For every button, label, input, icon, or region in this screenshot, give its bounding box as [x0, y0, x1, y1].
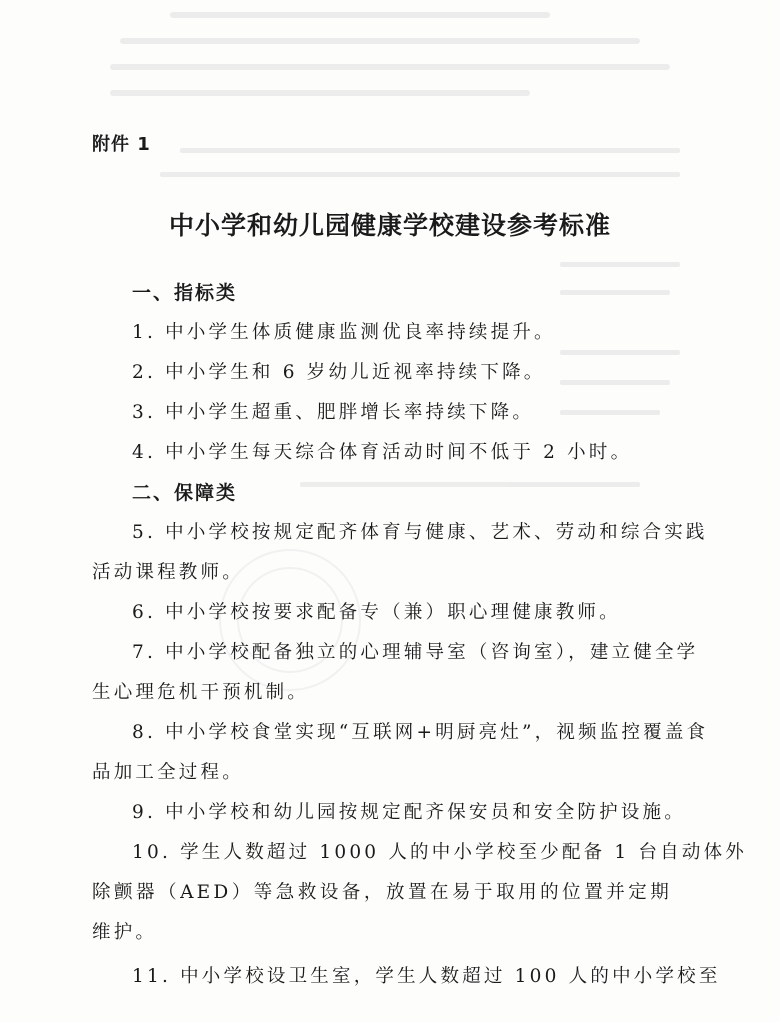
indicator-item-1: 1. 中小学生体质健康监测优良率持续提升。 — [132, 322, 556, 343]
guarantee-item-7-line1: 7. 中小学校配备独立的心理辅导室（咨询室），建立健全学 — [132, 642, 699, 663]
guarantee-item-11-line1: 11. 中小学校设卫生室，学生人数超过 100 人的中小学校至 — [132, 966, 721, 987]
guarantee-item-10-line3: 维护。 — [92, 922, 158, 943]
guarantee-item-10-line2: 除颤器（AED）等急救设备，放置在易于取用的位置并定期 — [92, 882, 672, 903]
guarantee-item-5-line1: 5. 中小学校按规定配齐体育与健康、艺术、劳动和综合实践 — [132, 522, 708, 543]
document-title: 中小学和幼儿园健康学校建设参考标准 — [168, 211, 611, 240]
section-heading-indicators: 一、指标类 — [132, 282, 238, 304]
attachment-label: 附件 1 — [92, 134, 151, 155]
guarantee-item-5-line2: 活动课程教师。 — [92, 562, 244, 583]
indicator-item-2: 2. 中小学生和 6 岁幼儿近视率持续下降。 — [132, 362, 546, 383]
guarantee-item-7-line2: 生心理危机干预机制。 — [92, 682, 310, 703]
indicator-item-4: 4. 中小学生每天综合体育活动时间不低于 2 小时。 — [132, 442, 633, 463]
guarantee-item-9: 9. 中小学校和幼儿园按规定配齐保安员和安全防护设施。 — [132, 802, 686, 823]
guarantee-item-10-line1: 10. 学生人数超过 1000 人的中小学校至少配备 1 台自动体外 — [132, 842, 747, 863]
guarantee-item-8-line1: 8. 中小学校食堂实现“互联网+明厨亮灶”，视频监控覆盖食 — [132, 722, 709, 743]
guarantee-item-8-line2: 品加工全过程。 — [92, 762, 244, 783]
guarantee-item-6: 6. 中小学校按要求配备专（兼）职心理健康教师。 — [132, 602, 621, 623]
indicator-item-3: 3. 中小学生超重、肥胖增长率持续下降。 — [132, 402, 535, 423]
section-heading-guarantees: 二、保障类 — [132, 482, 238, 504]
